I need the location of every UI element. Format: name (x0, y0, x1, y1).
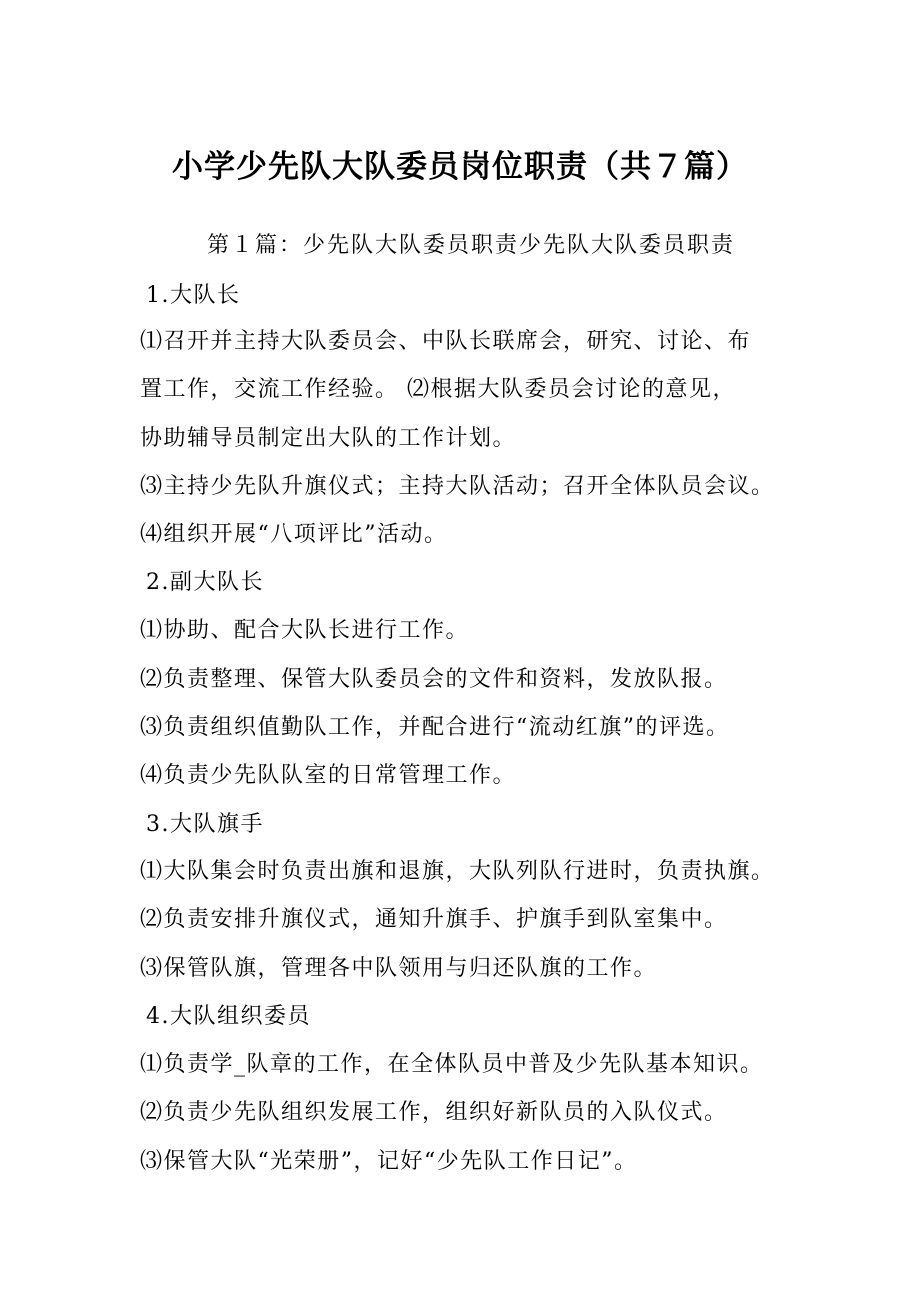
section-heading: 4.大队组织委员 (146, 1004, 311, 1029)
paragraph-line: ⑶主持少先队升旗仪式；主持大队活动；召开全体队员会议。 (140, 474, 775, 499)
paragraph-line: ⑴协助、配合大队长进行工作。 (140, 618, 470, 643)
paragraph-line: 协助辅导员制定出大队的工作计划。 (140, 426, 517, 451)
paragraph-line: ⑵负责整理、保管大队委员会的文件和资料，发放队报。 (140, 667, 728, 692)
section-heading: 2.副大队长 (146, 570, 264, 595)
paragraph-line: ⑴负责学_队章的工作，在全体队员中普及少先队基本知识。 (140, 1052, 764, 1077)
paragraph-line: 置工作，交流工作经验。 ⑵根据大队委员会讨论的意见， (140, 377, 736, 402)
chapter-subtitle: 第１篇：少先队大队委员职责少先队大队委员职责 (207, 233, 736, 258)
paragraph-line: ⑴大队集会时负责出旗和退旗，大队列队行进时，负责执旗。 (140, 859, 775, 884)
paragraph-line: ⑶保管队旗，管理各中队领用与归还队旗的工作。 (140, 956, 658, 981)
paragraph-line: ⑷组织开展“八项评比”活动。 (140, 522, 448, 547)
section-heading: 3.大队旗手 (146, 812, 264, 837)
paragraph-line: ⑴召开并主持大队委员会、中队长联席会，研究、讨论、布 (140, 329, 752, 354)
paragraph-line: ⑵负责少先队组织发展工作，组织好新队员的入队仪式。 (140, 1100, 728, 1125)
paragraph-line: ⑶保管大队“光荣册”，记好“少先队工作日记”。 (140, 1149, 638, 1174)
document-title: 小学少先队大队委员岗位职责（共７篇） (172, 149, 748, 185)
paragraph-line: ⑵负责安排升旗仪式，通知升旗手、护旗手到队室集中。 (140, 907, 728, 932)
paragraph-line: ⑷负责少先队队室的日常管理工作。 (140, 763, 517, 788)
paragraph-line: ⑶负责组织值勤队工作，并配合进行“流动红旗”的评选。 (140, 715, 730, 740)
section-heading: 1.大队长 (146, 283, 241, 308)
